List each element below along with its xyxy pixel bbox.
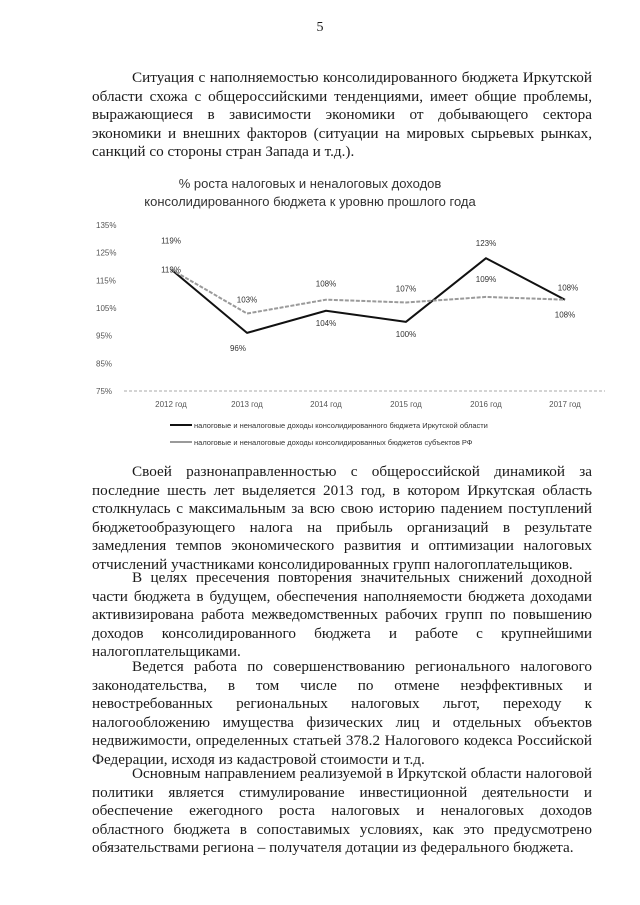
data-label-irkutsk: 123% — [475, 239, 497, 249]
y-tick-label: 95% — [96, 331, 113, 341]
data-label-irkutsk: 119% — [161, 236, 181, 246]
legend-label-irkutsk: налоговые и неналоговые доходы консолидированного бюджета Иркутской области — [194, 420, 488, 430]
y-tick-label: 135% — [96, 221, 117, 230]
paragraph: Ведется работа по совершенствованию регионального налогового законодательства, в том числе по отмене неэффективных и невостребованных региональных налоговых льгот, переходу к налогообложению имущества физических лиц и отдельных объектов недвижимости, определенных статьей 378.2 Налогового кодекса Российской Федерации, исходя из кадастровой стоимости и т.д. — [92, 658, 592, 768]
data-label-russia: 109% — [475, 274, 497, 284]
data-label-irkutsk: 96% — [229, 343, 247, 353]
data-label-russia: 103% — [236, 295, 258, 305]
y-tick-label: 115% — [96, 276, 116, 286]
legend-label-russia: налоговые и неналоговые доходы консолидированных бюджетов субъектов РФ — [194, 437, 473, 447]
y-tick-label: 125% — [96, 248, 117, 258]
chart-title-line-1: % роста налоговых и неналоговых доходов — [178, 176, 442, 191]
chart-title-line-2: консолидированного бюджета к уровню прошлого года — [144, 194, 476, 209]
x-tick-label: 2016 год — [470, 400, 502, 409]
data-label-russia: 119% — [161, 265, 181, 275]
legend-item-russia — [170, 436, 473, 448]
page-number: 5 — [316, 20, 324, 35]
x-tick-label: 2013 год — [231, 400, 263, 409]
series-line-irkutsk — [171, 258, 565, 333]
data-label-russia: 108% — [554, 310, 576, 320]
paragraph: Своей разнонаправленностью с общероссийской динамикой за последние шесть лет выделяется 2013 год, в котором Иркутская область столкнулась с максимальным за всю свою историю падением поступлений бюджетообразующего налога на прибыль организаций в результате замедления темпов экономического развития и оптимизации налоговых отчислений участниками консолидированных групп налогоплательщиков. — [92, 463, 592, 573]
y-tick-label: 85% — [96, 359, 113, 369]
x-tick-label: 2017 год — [549, 400, 581, 409]
x-tick-label: 2014 год — [310, 400, 342, 409]
data-label-irkutsk: 108% — [557, 283, 579, 293]
legend-swatch-russia — [170, 441, 192, 443]
legend-item-irkutsk — [170, 419, 488, 431]
legend-swatch-irkutsk — [170, 424, 192, 426]
series-line-russia — [171, 269, 565, 313]
y-tick-label: 75% — [96, 387, 113, 396]
y-tick-label: 105% — [96, 304, 117, 313]
paragraph: В целях пресечения повторения значительных снижений доходной части бюджета в будущем, обеспечения наполняемости бюджета доходами активизирована работа межведомственных рабочих групп по повышению доходов консолидированного бюджета и работе с крупнейшими налогоплательщиками. — [92, 569, 592, 661]
data-label-russia: 108% — [315, 279, 337, 289]
x-tick-label: 2012 год — [155, 400, 187, 409]
paragraph: Основным направлением реализуемой в Иркутской области налоговой политики является стимулирование инвестиционной деятельности и обеспечение ежегодного роста налоговых и неналоговых доходов областного бюджета в сопоставимых условиях, как это предусмотрено обязательствами региона – получателя дотации из федерального бюджета. — [92, 765, 592, 857]
x-tick-label: 2015 год — [390, 400, 422, 409]
data-label-irkutsk: 104% — [315, 318, 337, 328]
data-label-irkutsk: 100% — [395, 329, 417, 339]
data-label-russia: 107% — [395, 284, 417, 294]
paragraph: Ситуация с наполняемостью консолидированного бюджета Иркутской области схожа с общероссийскими тенденциями, имеет общие проблемы, выражающиеся в зависимости экономики от добывающего сектора экономики и внешних факторов (ситуации на мировых сырьевых рынках, санкций со стороны стран Запада и т.д.). — [92, 69, 592, 161]
